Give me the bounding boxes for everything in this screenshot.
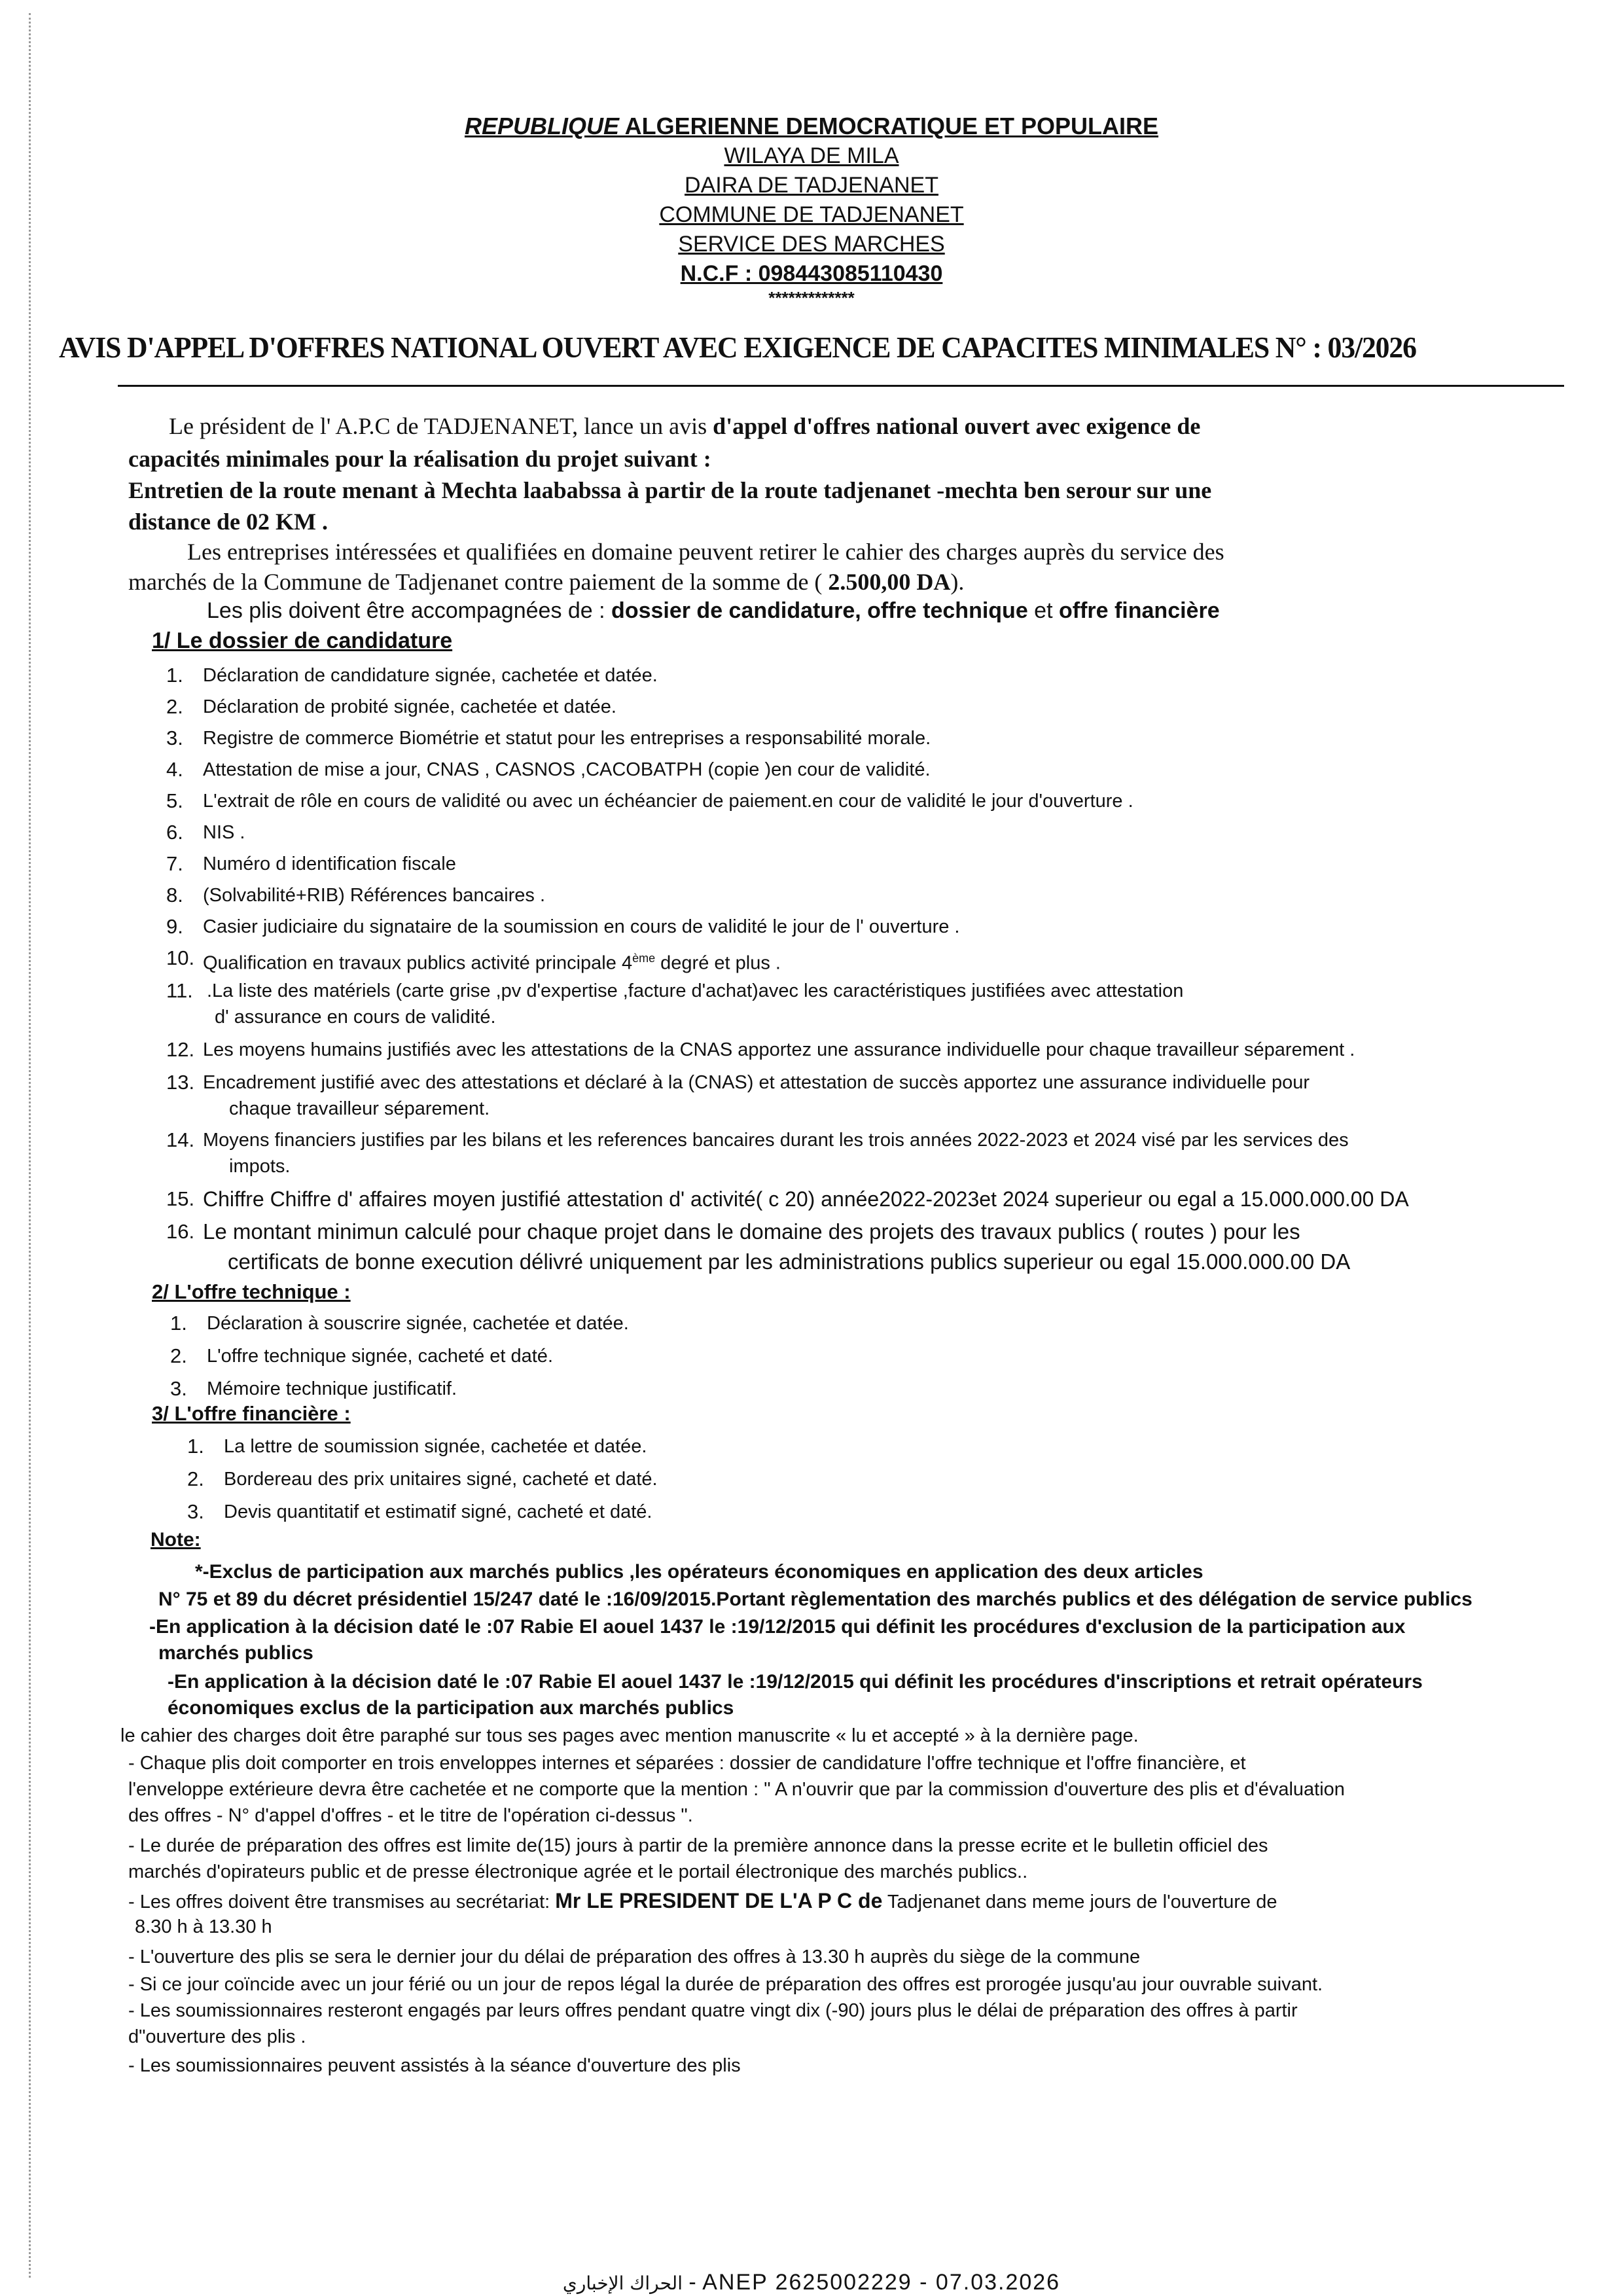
page-title: AVIS D'APPEL D'OFFRES NATIONAL OUVERT AVEC EXIGENCE DE CAPACITES MINIMALES N° : 03/2026 [59, 331, 1416, 364]
section-1-title: 1/ Le dossier de candidature [152, 628, 453, 653]
footer-publication-ref: الحراك الإخباري - ANEP 2625002229 - 07.03.2026 [562, 2270, 1061, 2295]
note-line-8: 8.30 h à 13.30 h [135, 1916, 272, 1937]
daira-line: DAIRA DE TADJENANET [685, 173, 938, 198]
note-line-3: l'enveloppe extérieure devra être cachetée et ne comporte que la mention : " A n'ouvrir que par la commission d'ouverture des plis et d'évaluation [128, 1779, 1345, 1800]
ncf-line: N.C.F : 098443085110430 [680, 261, 943, 286]
intro-line-6: marchés de la Commune de Tadjenanet contre paiement de la somme de ( 2.500,00 DA). [128, 569, 965, 595]
note-line-4: des offres - N° d'appel d'offres - et le titre de l'opération ci-dessus ". [128, 1805, 693, 1826]
letterhead [0, 113, 1623, 307]
intro-line-2: capacités minimales pour la réalisation du projet suivant : [128, 446, 711, 472]
commune-line: COMMUNE DE TADJENANET [659, 202, 964, 227]
note-line-13: - Les soumissionnaires peuvent assistés à la séance d'ouverture des plis [128, 2055, 741, 2076]
stars-separator: ************* [768, 288, 855, 308]
project-title-line-2: distance de 02 KM . [128, 509, 328, 535]
note-line-9: - L'ouverture des plis se sera le dernier jour du délai de préparation des offres à 13.30 h auprès du siège de la commune [128, 1946, 1141, 1967]
note-line-1: le cahier des charges doit être paraphé sur tous ses pages avec mention manuscrite « lu et accepté » à la dernière page. [120, 1725, 1139, 1746]
note-line-2: - Chaque plis doit comporter en trois enveloppes internes et séparées : dossier de candidature l'offre technique et l'offre financière, et [128, 1753, 1246, 1774]
note-line-11: - Les soumissionnaires resteront engagés par leurs offres pendant quatre vingt dix (-90) jours plus le délai de préparation des offres à partir [128, 2000, 1298, 2021]
note-line-6: marchés d'opirateurs public et de presse électronique agrée et le portail électronique des marchés publics.. [128, 1861, 1028, 1882]
note-bold-line-6: économiques exclus de la participation aux marchés publics [168, 1697, 734, 1719]
note-bold-line-2: N° 75 et 89 du décret présidentiel 15/247 daté le :16/09/2015.Portant règlementation des marchés publics et des délégation de service publics [158, 1588, 1472, 1610]
note-line-12: d"ouverture des plis . [128, 2026, 306, 2047]
intro-line-5: Les entreprises intéressées et qualifiées en domaine peuvent retirer le cahier des charges auprès du service des [187, 539, 1224, 565]
left-dotted-border [29, 13, 31, 2278]
document-page: REPUBLIQUE ALGERIENNE DEMOCRATIQUE ET POPULAIRE WILAYA DE MILA DAIRA DE TADJENANET COMMUNE DE TADJENANET SERVICE DES MARCHES N.C.F : 098443085110430 ************* AVIS D'APPEL D'OFFRES NATIONAL OUVERT AVEC EXIGENCE DE CAPACITES MINIMALES N° : 03/2026 Le président de l' A.P.C de TADJENANET, lance un avis d'appel d'offres national ouvert avec exigence de capacités minimales pour la réalisation du projet suivant : Entretien de la route menant à Mechta laababssa à partir de la route tadjenanet -mechta ben serour sur une distance de 02 KM . Les entreprises intéressées et qualifiées en domaine peuvent retirer le cahier des charges auprès du service des marchés de la Commune de Tadjenanet contre paiement de la somme de ( 2.500,00 DA). Les plis doivent être accompagnées de : dossier de candidature, offre technique et offre financière 1/ Le dossier de candidature 1. Déclaration de candidature signée, cachetée et datée. 2. Déclaration de probité signée, cachetée et datée. 3. Registre de commerce Biométrie et statut pour les entreprises a responsabilité morale. 4. Attestation de mise a jour, CNAS , CASNOS ,CACOBATPH (copie )en cour de validité. 5. L'extrait de rôle en cours de validité ou avec un échéancier de paiement.en cour de validité le jour d'ouverture . 6. NIS . 7. Numéro d identification fiscale 8. (Solvabilité+RIB) Références bancaires . 9. Casier judiciaire du signataire de la soumission en cours de validité le jour de l' ouverture . 10. Qualification en travaux publics activité principale 4ème degré et plus . 11. .La liste des matériels (carte grise ,pv d'expertise ,facture d'achat)avec les caractéristiques justifiées avec attestation d' assurance en cours de validité. 12. Les moyens humains justifiés avec les attestations de la CNAS apportez une assurance individuelle pour chaque travailleur séparement . 13. Encadrement justifié avec des attestations et déclaré à la (CNAS) et attestation de succès apportez une assurance individuelle pour chaque travailleur séparement. 14. Moyens financiers justifies par les bilans et les references bancaires durant les trois années 2022-2023 et 2024 visé par les services des impots. 15. Chiffre Chiffre d' affaires moyen justifié attestation d' activité( c 20) année2022-2023et 2024 superieur ou egal a 15.000.000.00 DA 16. Le montant minimun calculé pour chaque projet dans le domaine des projets des travaux publics ( routes ) pour les certificats de bonne execution délivré uniquement par les administrations publics superieur ou egal 15.000.000.00 DA 2/ L'offre technique : 1. Déclaration à souscrire signée, cachetée et datée. 2. L'offre technique signée, cacheté et daté. 3. Mémoire technique justificatif. 3/ L'offre financière : 1. La lettre de soumission signée, cachetée et datée. 2. Bordereau des prix unitaires signé, cacheté et daté. 3. Devis quantitatif et estimatif signé, cacheté et daté. Note: *-Exclus de participation aux marchés publics ,les opérateurs économiques en application des deux articles N° 75 et 89 du décret présidentiel 15/247 daté le :16/09/2015.Portant règlementation des marchés publics et des délégation de service publics -En application à la décision daté le :07 Rabie El aouel 1437 le :19/12/2015 qui définit les procédures d'exclusion de la participation aux marchés publics -En application à la décision daté le :07 Rabie El aouel 1437 le :19/12/2015 qui définit les procédures d'inscriptions et retrait opérateurs économiques exclus de la participation aux marchés publics le cahier des charges doit être paraphé sur tous ses pages avec mention manuscrite « lu et accepté » à la dernière page. - Chaque plis doit comporter en trois enveloppes internes et séparées : dossier de candidature l'offre technique et l'offre financière, et l'enveloppe extérieure devra être cachetée et ne comporte que la mention : " A n'ouvrir que par la commission d'ouverture des plis et d'évaluation des offres - N° d'appel d'offres - et le titre de l'opération ci-dessus ". - Le durée de préparation des offres est limite de(15) jours à partir de la première annonce dans la presse ecrite et le bulletin officiel des marchés d'opirateurs public et de presse électronique agrée et le portail électronique des marchés publics.. - Les offres doivent être transmises au secrétariat: Mr LE PRESIDENT DE L'A P C de Tadjenanet dans meme jours de l'ouverture de 8.30 h à 13.30 h - L'ouverture des plis se sera le dernier jour du délai de préparation des offres à 13.30 h auprès du siège de la commune - Si ce jour coïncide avec un jour férié ou un jour de repos légal la durée de préparation des offres est prorogée jusqu'au jour ouvrable suivant. - Les soumissionnaires resteront engagés par leurs offres pendant quatre vingt dix (-90) jours plus le délai de préparation des offres à partir d"ouverture des plis . - Les soumissionnaires peuvent assistés à la séance d'ouverture des plis الحراك الإخباري - ANEP 2625002229 - 07.03.2026 [0, 0, 1623, 2296]
section-3-title: 3/ L'offre financière : [152, 1402, 351, 1425]
note-line-5: - Le durée de préparation des offres est limite de(15) jours à partir de la première annonce dans la presse ecrite et le bulletin officiel des [128, 1835, 1268, 1856]
wilaya-line: WILAYA DE MILA [724, 143, 899, 168]
note-bold-line-5: -En application à la décision daté le :07 Rabie El aouel 1437 le :19/12/2015 qui définit les procédures d'inscriptions et retrait opérateurs [168, 1671, 1423, 1693]
note-bold-line-3: -En application à la décision daté le :07 Rabie El aouel 1437 le :19/12/2015 qui définit les procédures d'exclusion de la participation aux [149, 1616, 1406, 1638]
intro-line-1: Le président de l' A.P.C de TADJENANET, lance un avis d'appel d'offres national ouvert avec exigence de [169, 413, 1201, 439]
note-line-10: - Si ce jour coïncide avec un jour férié ou un jour de repos légal la durée de préparation des offres est prorogée jusqu'au jour ouvrable suivant. [128, 1974, 1323, 1995]
intro-line-7: Les plis doivent être accompagnées de : dossier de candidature, offre technique et offre financière [207, 598, 1220, 623]
note-bold-line-1: *-Exclus de participation aux marchés publics ,les opérateurs économiques en application des deux articles [195, 1561, 1204, 1583]
service-line: SERVICE DES MARCHES [678, 232, 945, 257]
section-2-title: 2/ L'offre technique : [152, 1280, 351, 1303]
note-bold-line-4: marchés publics [158, 1642, 313, 1664]
project-title-line-1: Entretien de la route menant à Mechta laababssa à partir de la route tadjenanet -mechta ben serour sur une [128, 477, 1212, 503]
title-rule [118, 385, 1564, 387]
republic-heading: REPUBLIQUE ALGERIENNE DEMOCRATIQUE ET POPULAIRE [464, 113, 1159, 139]
note-label: Note: [151, 1529, 201, 1551]
note-line-7: - Les offres doivent être transmises au secrétariat: Mr LE PRESIDENT DE L'A P C de Tadjenanet dans meme jours de l'ouverture de [128, 1889, 1277, 1912]
